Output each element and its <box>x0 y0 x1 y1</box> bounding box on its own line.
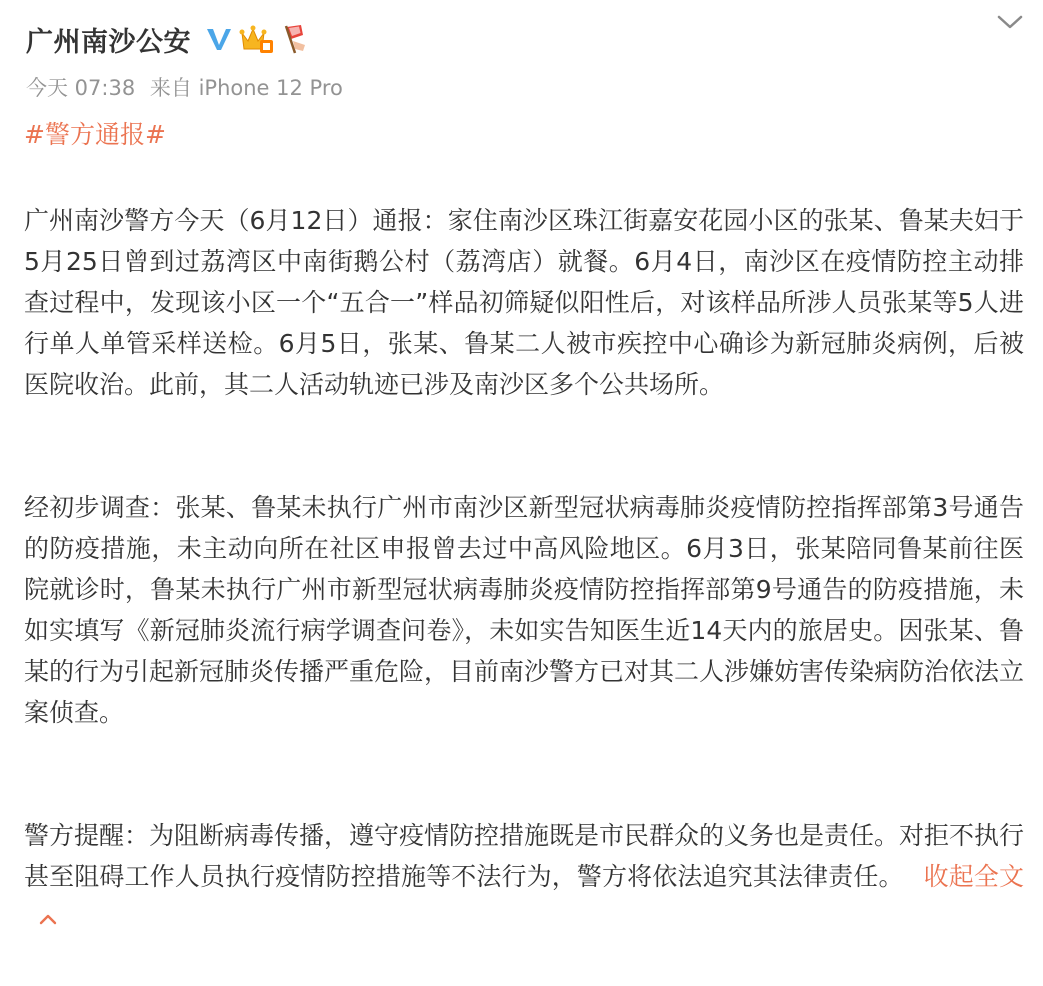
paragraph: 经初步调查：张某、鲁某未执行广州市南沙区新型冠状病毒肺炎疫情防控指挥部第3号通告的防疫措施，未主动向所在社区申报曾去过中高风险地区。6月3日，张某陪同鲁某前往医院就诊时，鲁某未执行广州市新型冠状病毒肺炎疫情防控指挥部第9号通告的防疫措施，未如实填写《新冠肺炎流行病学调查问卷》，未如实告知医生近14天内的旅居史。因张某、鲁某的行为引起新冠肺炎传播严重危险，目前南沙警方已对其二人涉嫌妨害传染病防治依法立案侦查。 <box>24 493 1025 727</box>
post-timestamp: 今天 07:38 <box>26 76 136 100</box>
collapse-label[interactable]: 收起全文 <box>923 862 1024 891</box>
chevron-up-icon[interactable] <box>38 912 58 926</box>
paragraph: 广州南沙警方今天（6月12日）通报：家住南沙区珠江街嘉安花园小区的张某、鲁某夫妇于5月25日曾到过荔湾区中南街鹅公村（荔湾店）就餐。6月4日，南沙区在疫情防控主动排查过程中，发现该小区一个“五合一”样品初筛疑似阳性后，对该样品所涉人员张某等5人进行单人单管采样送检。6月5日，张某、鲁某二人被市疾控中心确诊为新冠肺炎病例，后被医院收治。此前，其二人活动轨迹已涉及南沙区多个公共场所。 <box>24 206 1024 399</box>
account-name[interactable]: 广州南沙公安 <box>26 26 191 58</box>
flag-badge-icon[interactable] <box>281 23 309 55</box>
chevron-down-icon[interactable] <box>995 10 1025 34</box>
hashtag-link[interactable]: #警方通报# <box>24 120 166 149</box>
verified-icon <box>205 25 233 53</box>
vip-crown-icon[interactable] <box>239 23 275 55</box>
post-meta <box>26 72 351 102</box>
paragraph-text: 警方提醒：为阻断病毒传播，遵守疫情防控措施既是市民群众的义务也是责任。对拒不执行甚至阻碍工作人员执行疫情防控措施等不法行为，警方将依法追究其法律责任。 <box>24 821 1025 891</box>
post-source: 来自 iPhone 12 Pro <box>149 76 343 100</box>
post-header <box>26 16 309 62</box>
post-body <box>24 200 1024 938</box>
paragraph-last <box>24 815 1024 938</box>
